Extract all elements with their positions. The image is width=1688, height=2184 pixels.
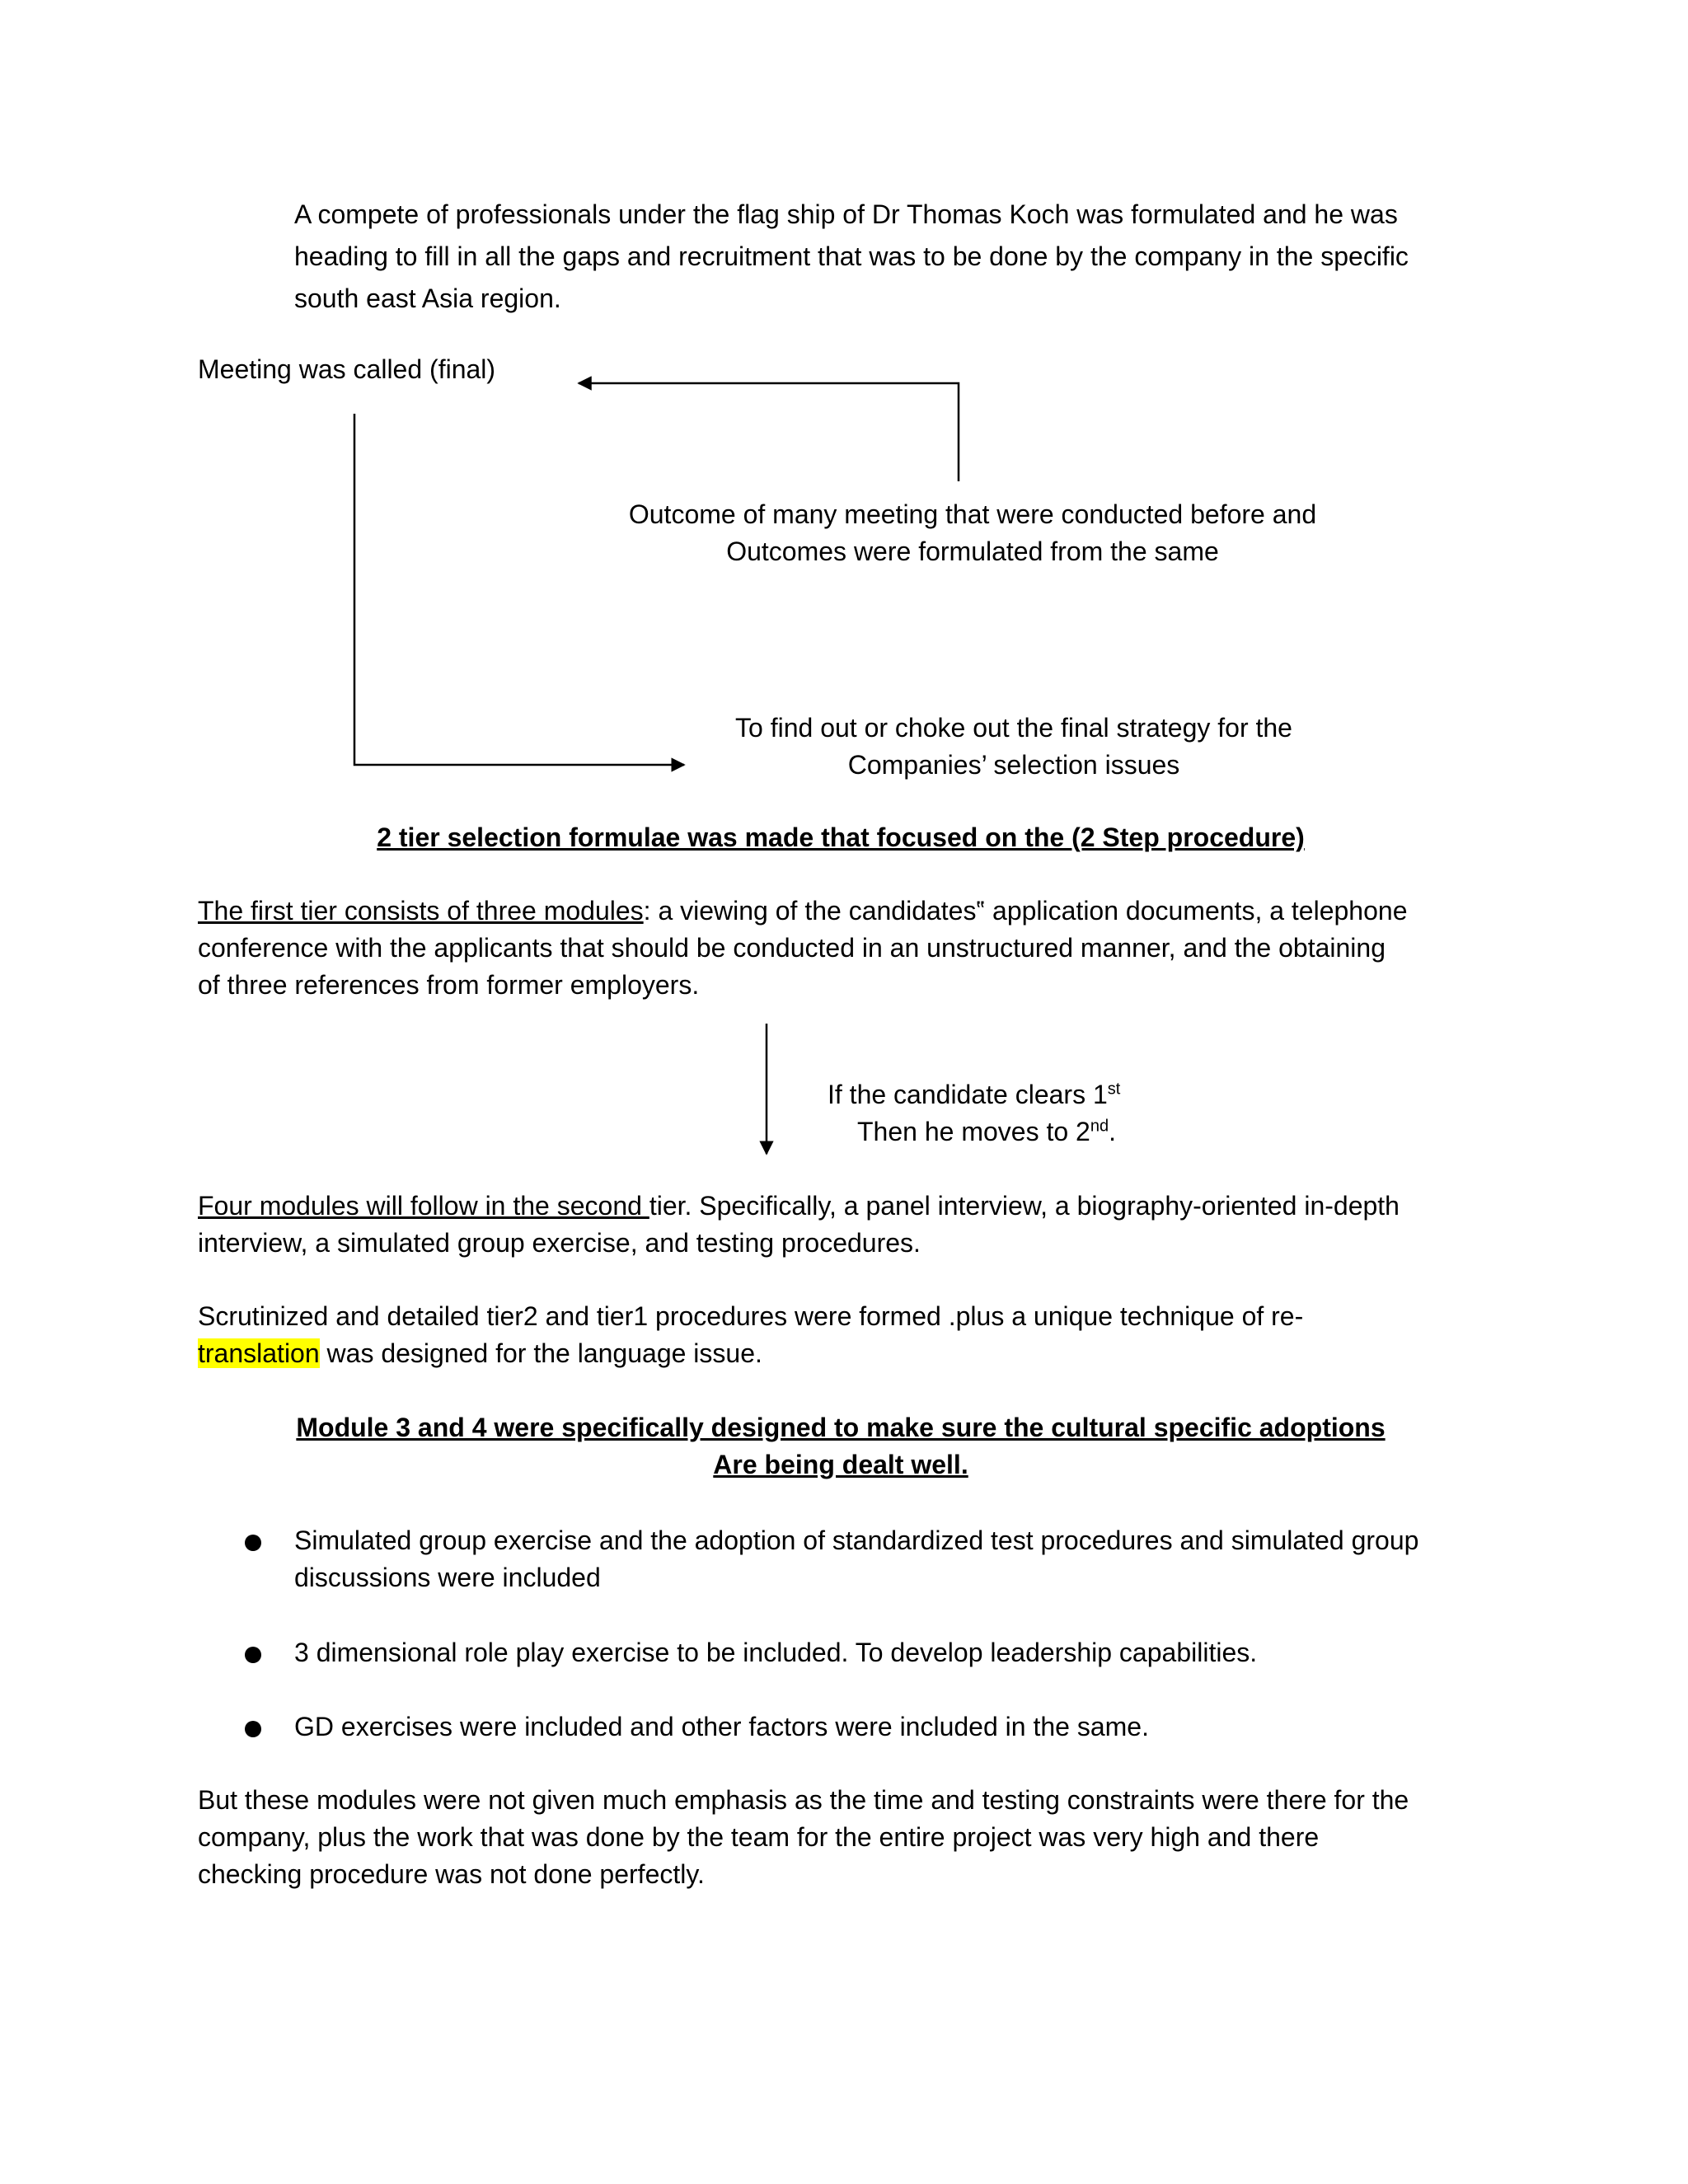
tier1-line-2: conference with the applicants that should be conducted in an unstructured manner, and the obtaining — [198, 933, 1386, 963]
bullet-1-line-2: discussions were included — [294, 1563, 601, 1592]
intro-line-2: heading to fill in all the gaps and recruitment that was to be done by the company in the specific — [294, 241, 1409, 271]
bullet-1-line-1: Simulated group exercise and the adoption of standardized test procedures and simulated group — [294, 1526, 1419, 1555]
selection-heading: 2 tier selection formulae was made that focused on the (2 Step procedure) — [377, 823, 1305, 852]
tier2-lead: Four modules will follow in the second — [198, 1191, 649, 1221]
clears-line2-sup: nd — [1090, 1117, 1109, 1136]
closing-line-3: checking procedure was not done perfectly. — [198, 1859, 705, 1889]
bullet-2-line-1: 3 dimensional role play exercise to be included. To develop leadership capabilities. — [294, 1638, 1258, 1667]
closing-line-2: company, plus the work that was done by the team for the entire project was very high and there — [198, 1822, 1320, 1852]
clears-line-1 — [828, 1076, 1120, 1113]
tier1-lead: The first tier consists of three modules — [198, 896, 644, 926]
module-heading-line-2: Are being dealt well. — [713, 1450, 968, 1479]
tier2-line-1 — [198, 1188, 1400, 1225]
outcome-line-1: Outcome of many meeting that were conducted before and — [628, 499, 1317, 529]
clears-line2-end: . — [1109, 1117, 1116, 1146]
meeting-to-strategy-arrow — [354, 414, 684, 765]
clears-line2-text: Then he moves to 2 — [857, 1117, 1090, 1146]
strategy-line-2: Companies’ selection issues — [847, 750, 1180, 780]
outcome-to-meeting-arrow — [579, 383, 959, 481]
meeting-label: Meeting was called (final) — [198, 354, 496, 384]
bullet-dot-icon — [245, 1535, 261, 1551]
module-heading-line-1: Module 3 and 4 were specifically designed to make sure the cultural specific adoptions — [296, 1413, 1386, 1442]
tier2-line-2: interview, a simulated group exercise, and testing procedures. — [198, 1228, 921, 1258]
clears-line1-text: If the candidate clears 1 — [828, 1080, 1108, 1109]
intro-line-3: south east Asia region. — [294, 284, 561, 313]
scrutinized-line2-rest: was designed for the language issue. — [319, 1338, 762, 1368]
strategy-line-1: To find out or choke out the final strategy for the — [735, 713, 1292, 743]
tier1-line1-rest: : a viewing of the candidates‟ application documents, a telephone — [643, 896, 1408, 926]
scrutinized-line-2 — [198, 1335, 762, 1372]
bullet-dot-icon — [245, 1647, 261, 1663]
highlighted-word: translation — [198, 1338, 320, 1368]
intro-line-1: A compete of professionals under the flag ship of Dr Thomas Koch was formulated and he was — [294, 199, 1398, 229]
clears-line-2 — [857, 1113, 1116, 1151]
clears-line1-sup: st — [1107, 1080, 1121, 1099]
tier1-line-3: of three references from former employers. — [198, 970, 700, 1000]
bullet-dot-icon — [245, 1721, 261, 1737]
closing-line-1: But these modules were not given much emphasis as the time and testing constraints were there for the — [198, 1785, 1409, 1815]
outcome-line-2: Outcomes were formulated from the same — [726, 537, 1219, 566]
tier2-line1-rest: tier. Specifically, a panel interview, a biography-oriented in-depth — [649, 1191, 1400, 1221]
tier1-line-1 — [198, 893, 1407, 930]
scrutinized-line-1: Scrutinized and detailed tier2 and tier1 procedures were formed .plus a unique technique of re- — [198, 1301, 1304, 1331]
bullet-3-line-1: GD exercises were included and other factors were included in the same. — [294, 1712, 1149, 1741]
